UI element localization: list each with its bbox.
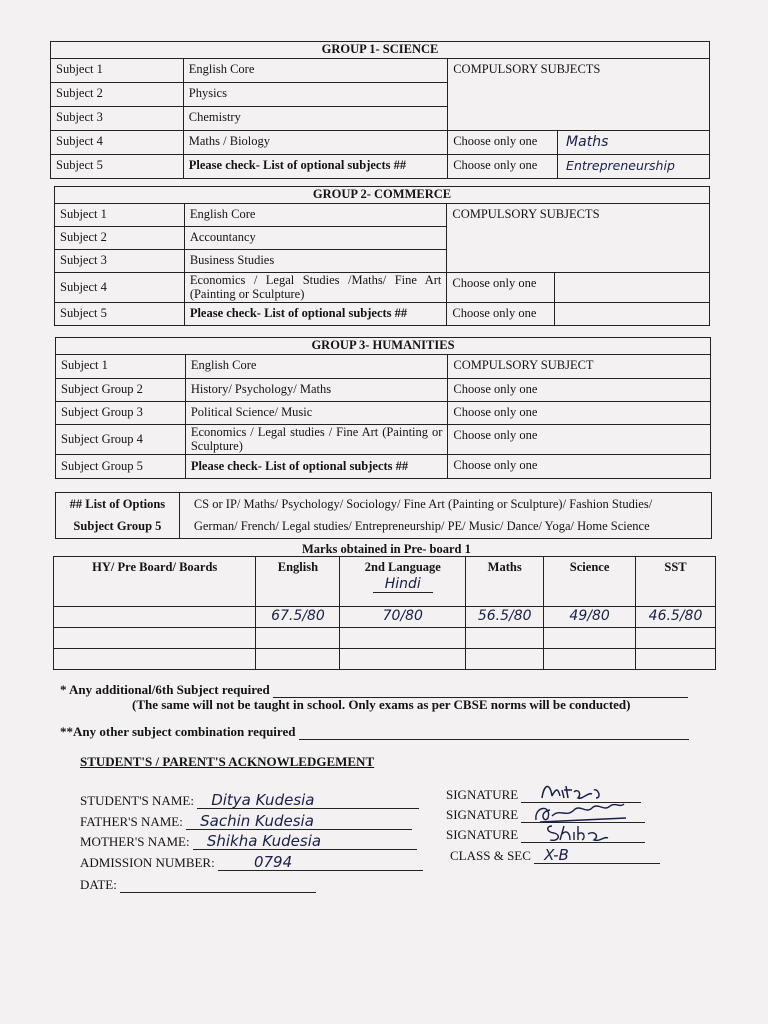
marks-header-sst: SST (636, 557, 716, 607)
g2-filled-4[interactable] (555, 272, 710, 303)
marks-cell-sst[interactable]: 46.5/80 (636, 607, 716, 628)
marks-cell[interactable] (54, 607, 256, 628)
group2-title: GROUP 2- COMMERCE (55, 187, 710, 204)
marks-caption: Marks obtained in Pre- board 1 (302, 542, 471, 556)
group1-science-table (50, 41, 710, 179)
g2-subject-4: Economics / Legal Studies /Maths/ Fine Art (Painting or Sculpture) (184, 272, 447, 303)
g3-subject-3: Political Science/ Music (185, 401, 448, 424)
marks-cell-english[interactable]: 67.5/80 (256, 607, 340, 628)
marks-cell[interactable] (256, 649, 340, 670)
g3-choose-3: Choose only one (448, 401, 711, 424)
marks-cell[interactable] (340, 628, 466, 649)
g3-choose-1: COMPULSORY SUBJECT (448, 354, 711, 378)
father-name-value: Sachin Kudesia (200, 812, 314, 830)
options-label-1: ## List of Options (69, 497, 166, 512)
student-name-label: STUDENT'S NAME: (80, 793, 194, 808)
marks-cell[interactable] (54, 649, 256, 670)
marks-cell[interactable] (340, 649, 466, 670)
g2-subject-5: Please check- List of optional subjects ## (184, 303, 447, 326)
marks-row (54, 607, 716, 628)
g2-label-4: Subject 4 (55, 272, 185, 303)
marks-header-maths: Maths (466, 557, 544, 607)
marks-cell-maths[interactable]: 56.5/80 (466, 607, 544, 628)
marks-cell[interactable] (466, 628, 544, 649)
g3-label-1: Subject 1 (56, 354, 186, 378)
g2-filled-5[interactable] (555, 303, 710, 326)
g1-filled-5[interactable]: Entrepreneurship (558, 154, 710, 178)
father-name-field[interactable] (186, 812, 412, 830)
mother-signature-label: SIGNATURE (446, 827, 519, 842)
g1-label-2: Subject 2 (51, 82, 184, 106)
class-sec-label: CLASS & SEC (450, 848, 531, 863)
marks-cell[interactable] (636, 628, 716, 649)
g1-label-5: Subject 5 (51, 154, 184, 178)
date-label: DATE: (80, 877, 117, 892)
admission-number-value: 0794 (253, 853, 293, 871)
optional-subjects-table (55, 492, 712, 539)
options-label-2: Subject Group 5 (73, 518, 162, 533)
g3-label-5: Subject Group 5 (56, 455, 186, 479)
g1-label-1: Subject 1 (51, 58, 184, 82)
marks-row (54, 649, 716, 670)
options-text-1: CS or IP/ Maths/ Psychology/ Sociology/ Fine Art (Painting or Sculpture)/ Fashion Studies/ (193, 497, 653, 512)
g1-choose-5: Choose only one (448, 154, 558, 178)
g1-compulsory: COMPULSORY SUBJECTS (448, 58, 710, 130)
marks-cell-language[interactable]: 70/80 (340, 607, 466, 628)
student-name-value: Ditya Kudesia (211, 791, 315, 809)
father-name-label: FATHER'S NAME: (80, 814, 183, 829)
date-field[interactable] (120, 878, 316, 893)
g3-choose-5: Choose only one (448, 455, 711, 479)
admission-number-label: ADMISSION NUMBER: (80, 855, 215, 870)
g1-choose-4: Choose only one (448, 130, 558, 154)
g3-label-4: Subject Group 4 (56, 424, 186, 455)
marks-cell[interactable] (636, 649, 716, 670)
g1-subject-5: Please check- List of optional subjects ## (183, 154, 447, 178)
other-combination-field[interactable] (299, 725, 689, 740)
marks-cell-science[interactable]: 49/80 (544, 607, 636, 628)
g2-subject-1: English Core (184, 203, 447, 226)
marks-cell[interactable] (466, 649, 544, 670)
marks-header-board: HY/ Pre Board/ Boards (54, 557, 256, 607)
marks-header-science: Science (544, 557, 636, 607)
g3-subject-5: Please check- List of optional subjects ## (185, 455, 448, 479)
g2-choose-5: Choose only one (447, 303, 555, 326)
admission-number-field[interactable] (218, 853, 423, 871)
class-sec-value: X-B (544, 846, 569, 864)
marks-table (53, 556, 716, 670)
group3-title: GROUP 3- HUMANITIES (56, 338, 711, 355)
group2-commerce-table (54, 186, 710, 326)
g3-subject-2: History/ Psychology/ Maths (185, 378, 448, 401)
marks-cell[interactable] (544, 628, 636, 649)
mother-name-field[interactable] (193, 832, 417, 850)
marks-row (54, 628, 716, 649)
note-other: **Any other subject combination required (60, 724, 296, 739)
g3-subject-4: Economics / Legal studies / Fine Art (Painting or Sculpture) (185, 424, 448, 455)
ack-heading: STUDENT'S / PARENT'S ACKNOWLEDGEMENT (80, 754, 375, 769)
student-name-field[interactable] (197, 791, 419, 809)
mother-signature-scribble (544, 820, 614, 844)
g1-label-4: Subject 4 (51, 130, 184, 154)
marks-cell[interactable] (54, 628, 256, 649)
g1-filled-4[interactable]: Maths (558, 130, 710, 154)
marks-language-filled[interactable]: Hindi (373, 577, 433, 593)
class-sec-field[interactable] (534, 846, 660, 864)
g2-label-5: Subject 5 (55, 303, 185, 326)
group3-humanities-table (55, 337, 711, 479)
g2-label-1: Subject 1 (55, 203, 185, 226)
g2-choose-4: Choose only one (447, 272, 555, 303)
group1-title: GROUP 1- SCIENCE (51, 42, 710, 59)
g1-subject-3: Chemistry (183, 106, 447, 130)
student-signature-label: SIGNATURE (446, 787, 519, 802)
mother-name-label: MOTHER'S NAME: (80, 834, 190, 849)
note-additional-sub: (The same will not be taught in school. Only exams as per CBSE norms will be conducted) (132, 697, 631, 712)
g2-compulsory: COMPULSORY SUBJECTS (447, 203, 710, 272)
marks-header-language: 2nd Language (364, 560, 441, 574)
g2-label-3: Subject 3 (55, 249, 185, 272)
marks-cell[interactable] (256, 628, 340, 649)
marks-cell[interactable] (544, 649, 636, 670)
g3-choose-2: Choose only one (448, 378, 711, 401)
g3-label-3: Subject Group 3 (56, 401, 186, 424)
options-text-2: German/ French/ Legal studies/ Entrepreneurship/ PE/ Music/ Dance/ Yoga/ Home Science (193, 518, 650, 533)
note-additional: * Any additional/6th Subject required (60, 682, 270, 697)
g2-subject-3: Business Studies (184, 249, 447, 272)
g1-subject-4: Maths / Biology (183, 130, 447, 154)
g3-subject-1: English Core (185, 354, 448, 378)
g3-choose-4: Choose only one (448, 424, 711, 455)
father-signature-label: SIGNATURE (446, 807, 519, 822)
marks-header-english: English (256, 557, 340, 607)
g1-subject-1: English Core (183, 58, 447, 82)
additional-subject-field[interactable] (273, 683, 688, 698)
g2-label-2: Subject 2 (55, 226, 185, 249)
g1-subject-2: Physics (183, 82, 447, 106)
g3-label-2: Subject Group 2 (56, 378, 186, 401)
g2-subject-2: Accountancy (184, 226, 447, 249)
g1-label-3: Subject 3 (51, 106, 184, 130)
mother-name-value: Shikha Kudesia (206, 832, 322, 850)
